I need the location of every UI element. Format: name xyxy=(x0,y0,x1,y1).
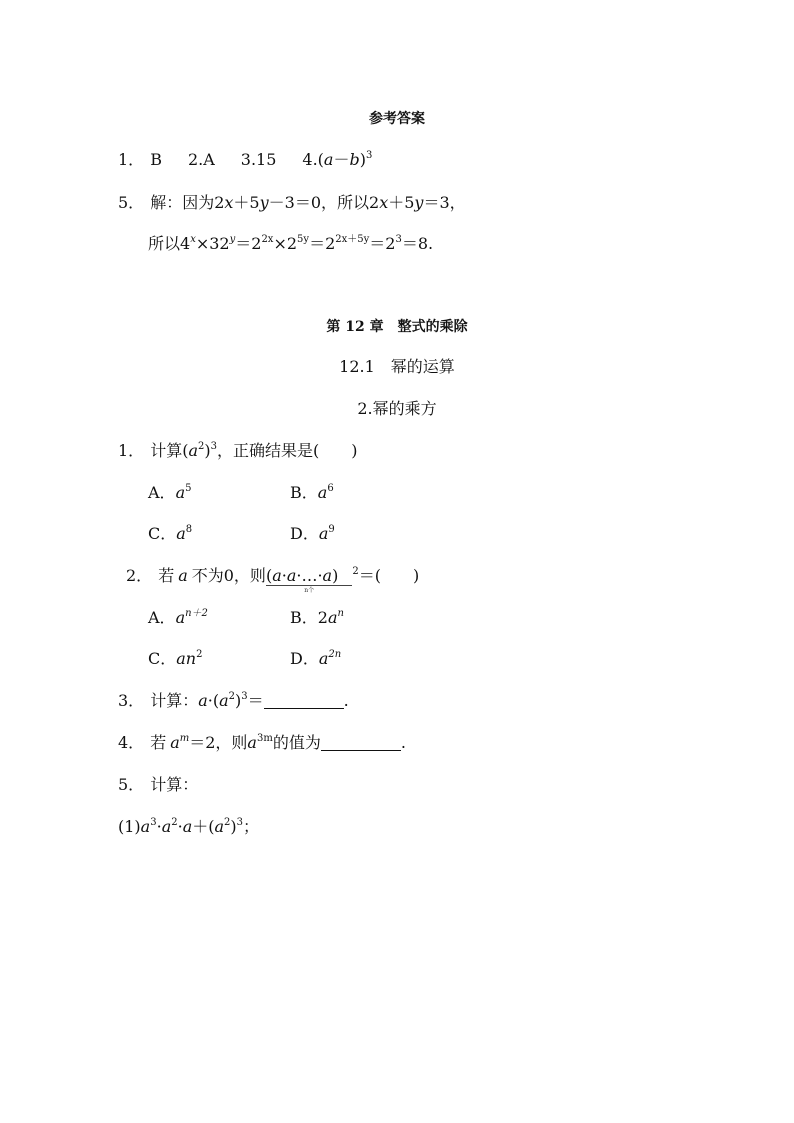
answer-4: $4.(a-b)^3$ xyxy=(302,150,373,169)
underbrace-expression: (a·a·…·a) n个 xyxy=(266,566,352,586)
question-2-option-b: B．$2a^n$ xyxy=(290,608,344,627)
answer-line-1-4 xyxy=(118,150,372,170)
question-1-option-c: C．$a^8$ xyxy=(148,524,193,543)
question-2-option-a: A．$a^{n+2}$ xyxy=(148,608,208,627)
question-1-option-d: D．$a^9$ xyxy=(290,524,335,543)
question-5-part-1: $(1)a^3\cdot a^2\cdot a+(a^2)^3$； xyxy=(118,817,260,836)
answer-5-line-2: 所以$4^x\times 32^y=2^{2x}\times 2^{5y}=2^{2x+5y}=2^3=8$. xyxy=(148,234,434,253)
answer-5-line-1: 5． 解：因为2x＋5y－3＝0，所以2x＋5y＝3， xyxy=(118,193,466,212)
question-2-option-c: C．$an^2$ xyxy=(148,649,203,668)
question-2-option-d: D．$a^{2n}$ xyxy=(290,649,342,668)
chapter-title: 第 12 章 整式的乘除 xyxy=(326,319,468,335)
question-5: 5． 计算： xyxy=(118,775,199,794)
subsection-title: 2.幂的乘方 xyxy=(357,399,437,418)
question-4: 4． 若 $a^m=2$，则$a^{3m}$的值为 . xyxy=(118,733,406,752)
underbrace-note: n个 xyxy=(304,587,315,594)
answer-3: 3.15 xyxy=(240,150,277,169)
section-title: 12.1 幂的运算 xyxy=(339,357,455,376)
question-3: 3． 计算：$a\cdot(a^2)^3=$ . xyxy=(118,691,349,710)
answers-title: 参考答案 xyxy=(369,111,425,127)
answer-blank-4[interactable] xyxy=(321,736,401,751)
question-1-option-b: B．$a^6$ xyxy=(290,483,334,502)
answer-num-1: 1． xyxy=(118,150,145,169)
answer-blank-3[interactable] xyxy=(264,694,344,709)
answer-2: 2.A xyxy=(187,150,215,169)
question-1-option-a: A．$a^5$ xyxy=(148,483,192,502)
answer-1: B xyxy=(150,150,162,169)
question-1: 1． 计算$(a^2)^3$，正确结果是( ) xyxy=(118,441,358,460)
question-2: 2． 若 a 不为0，则(a·a·…·a) n个 $^2$＝( ) xyxy=(126,566,420,594)
